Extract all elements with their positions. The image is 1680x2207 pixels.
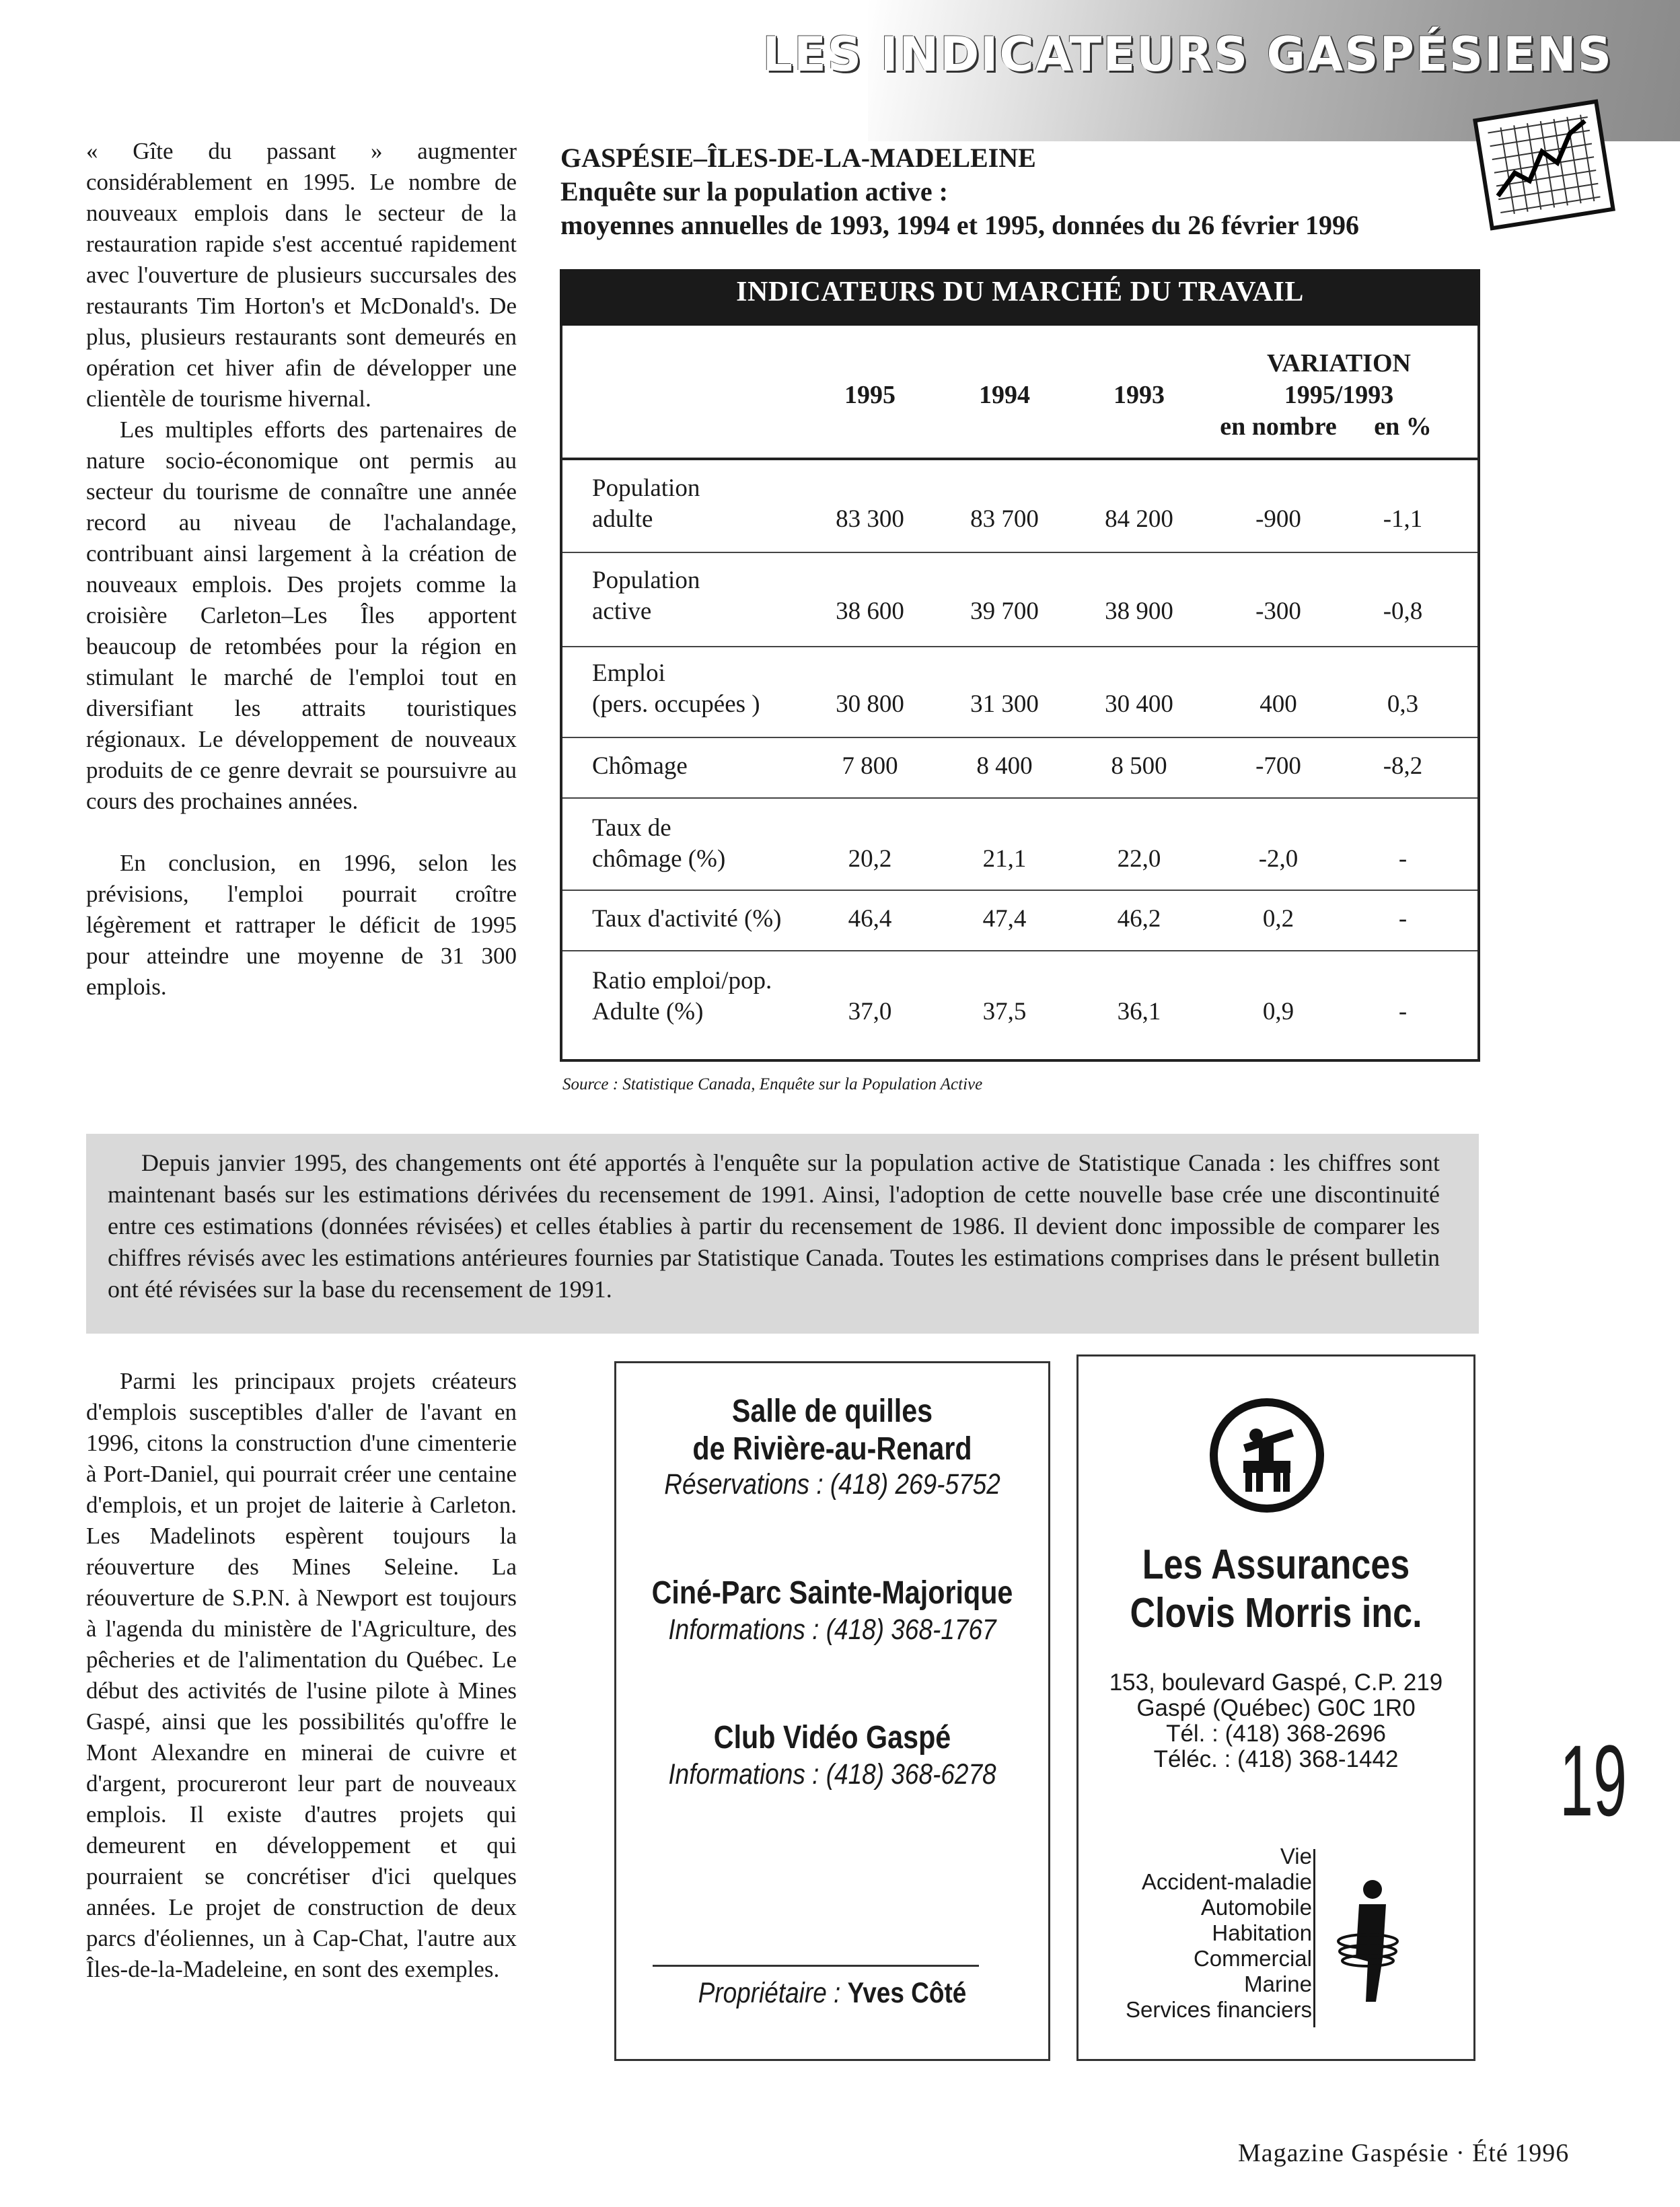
trend-chart-icon [1472, 98, 1616, 231]
cell-var-nombre: -900 [1255, 505, 1301, 533]
paragraph: « Gîte du passant » augmenter considérablement en 1995. Le nombre de nouveaux emplois dans le secteur de la restauration rapide s'est accentué rapidement avec l'ouverture de plusieurs succursales des restaurants Tim Horton's et McDonald's. De plus, plusieurs restaurants sont demeurés en opération cet hiver afin de développer une clientèle de tourisme hivernal. [86, 138, 517, 412]
row-label: Emploi (pers. occupées ) [592, 659, 760, 718]
cell-1995: 83 300 [836, 505, 904, 533]
col-header-en-pct: en % [1374, 412, 1432, 441]
insurance-address: 153, boulevard Gaspé, C.P. 219 [1109, 1669, 1443, 1696]
insurance-company-name-2: Clovis Morris inc. [1130, 1590, 1422, 1636]
cell-var-nombre: -2,0 [1258, 845, 1299, 873]
insurance-city: Gaspé (Québec) G0C 1R0 [1136, 1695, 1416, 1721]
cell-1994: 47,4 [982, 905, 1027, 933]
row-divider [562, 737, 1477, 738]
ad-video-title: Club Vidéo Gaspé [713, 1720, 951, 1756]
col-header-variation: VARIATION [1267, 349, 1411, 377]
ad-bowling-location: de Rivière-au-Renard [692, 1431, 972, 1467]
service-item: Habitation [1212, 1920, 1312, 1945]
cell-var-pct: - [1398, 845, 1408, 873]
cell-var-nombre: -300 [1255, 598, 1301, 625]
ad-divider [653, 1965, 979, 1967]
row-divider [562, 950, 1477, 951]
row-label: Taux de chômage (%) [592, 814, 726, 873]
row-divider [562, 552, 1477, 553]
cell-1993: 46,2 [1117, 905, 1161, 933]
cell-1994: 83 700 [970, 505, 1039, 533]
cell-var-pct: 0,3 [1387, 690, 1419, 718]
header-divider [562, 458, 1477, 460]
row-label: Chômage [592, 752, 688, 780]
ad-video-phone: Informations : (418) 368-6278 [668, 1758, 996, 1790]
ad-bowling-title: Salle de quilles [731, 1394, 933, 1429]
service-item: Services financiers [1126, 1997, 1312, 2022]
cell-1995: 7 800 [842, 752, 898, 780]
insurance-fax: Téléc. : (418) 368-1442 [1153, 1746, 1399, 1772]
cell-var-nombre: 0,9 [1262, 998, 1294, 1025]
insured-person-icon [1336, 1877, 1399, 2005]
cell-1995: 38 600 [836, 598, 904, 625]
article-text-bottom [86, 1366, 517, 1985]
cell-var-pct: - [1398, 998, 1408, 1025]
cell-var-pct: -8,2 [1383, 752, 1423, 780]
paragraph: Les multiples efforts des partenaires de nature socio-économique ont permis au secteur du tourisme de connaître une année record au niveau de l'achalandage, contribuant ainsi largement à la création de nouveaux emplois. Des projets comme la croisière Carleton–Les Îles apportent beaucoup de retombées pour la région en stimulant le marché de l'emploi tout en diversifiant les attraits touristiques régionaux. Le développement de nouveaux produits de ce genre devrait se poursuivre au cours des prochaines années. [86, 417, 517, 814]
centaur-logo-icon [1206, 1395, 1327, 1516]
cell-1993: 30 400 [1105, 690, 1173, 718]
cell-1993: 36,1 [1117, 998, 1161, 1025]
cell-1993: 8 500 [1111, 752, 1167, 780]
row-divider [562, 797, 1477, 799]
table-heading-region: GASPÉSIE–ÎLES-DE-LA-MADELEINE [560, 143, 1036, 173]
ad-cineparc-title: Ciné-Parc Sainte-Majorique [651, 1575, 1013, 1611]
insurance-company-name: Les Assurances [1142, 1542, 1410, 1588]
col-header-1993: 1993 [1113, 381, 1165, 409]
cell-var-nombre: 0,2 [1262, 905, 1294, 933]
table-heading-survey: Enquête sur la population active : [560, 176, 948, 207]
cell-var-pct: - [1398, 905, 1408, 933]
row-label: Population active [592, 567, 700, 625]
row-label: Ratio emploi/pop. Adulte (%) [592, 967, 772, 1025]
cell-var-nombre: -700 [1255, 752, 1301, 780]
section-title: LES INDICATEURS GASPÉSIENS [762, 27, 1613, 82]
service-item: Accident-maladie [1141, 1869, 1312, 1894]
page-number: 19 [1560, 1724, 1628, 1837]
cell-1995: 46,4 [848, 905, 892, 933]
cell-1995: 30 800 [836, 690, 904, 718]
cell-1994: 31 300 [970, 690, 1039, 718]
table-heading [560, 141, 1475, 242]
methodology-note [108, 1147, 1440, 1305]
ad-cineparc-phone: Informations : (418) 368-1767 [668, 1614, 996, 1646]
cell-1994: 39 700 [970, 598, 1039, 625]
row-divider [562, 890, 1477, 891]
ad-owner: Propriétaire : Yves Côté [698, 1977, 967, 2009]
insurance-phone: Tél. : (418) 368-2696 [1166, 1721, 1386, 1747]
table-title: INDICATEURS DU MARCHÉ DU TRAVAIL [736, 277, 1304, 307]
cell-1994: 8 400 [976, 752, 1033, 780]
row-divider [562, 646, 1477, 647]
ad-bowling-phone: Réservations : (418) 269-5752 [664, 1468, 1000, 1500]
cell-1994: 37,5 [982, 998, 1027, 1025]
row-label: Taux d'activité (%) [592, 905, 782, 933]
article-text-top [86, 136, 517, 1003]
cell-1993: 22,0 [1117, 845, 1161, 873]
magazine-footer: Magazine Gaspésie · Été 1996 [1238, 2139, 1570, 2167]
paragraph: En conclusion, en 1996, selon les prévisions, l'emploi pourrait croître légèrement et rattraper le déficit de 1995 pour atteindre une moyenne de 31 300 emplois. [86, 850, 517, 1000]
cell-1995: 37,0 [848, 998, 892, 1025]
cell-1993: 84 200 [1105, 505, 1173, 533]
col-header-en-nombre: en nombre [1220, 412, 1337, 441]
cell-1993: 38 900 [1105, 598, 1173, 625]
table-heading-period: moyennes annuelles de 1993, 1994 et 1995, données du 26 février 1996 [560, 210, 1360, 240]
row-label: Population adulte [592, 474, 700, 533]
cell-1994: 21,1 [982, 845, 1027, 873]
cell-var-pct: -0,8 [1383, 598, 1423, 625]
paragraph: Parmi les principaux projets créateurs d'emplois susceptibles d'aller de l'avant en 1996, citons la construction d'une cimenterie à Port-Daniel, qui pourrait créer une centaine d'emplois, et un projet de laiterie à Carleton. Les Madelinots espèrent toujours la réouverture des Mines Seleine. La réouverture de S.P.N. à Newport est toujours à l'agenda du ministère de l'Agriculture, des pêcheries et de l'alimentation du Québec. Le début des activités de l'usine pilote à Mines Gaspé, ainsi que les possibilités qu'offre le Mont Alexandre en minerai de cuivre et d'argent, procureront leur part de nouveaux emplois. Il existe d'autres projets qui demeurent en développement et qui pourraient se concrétiser d'ici quelques années. Le projet de construction de deux parcs d'éoliennes, un à Cap-Chat, l'autre aux Îles-de-la-Madeleine, en sont des exemples. [86, 1368, 517, 1982]
cell-var-nombre: 400 [1259, 690, 1297, 718]
insurance-services-list [1076, 1844, 1312, 2023]
col-header-variation-period: 1995/1993 [1284, 381, 1394, 409]
service-item: Vie [1280, 1844, 1312, 1869]
col-header-1995: 1995 [844, 381, 896, 409]
service-item: Marine [1244, 1971, 1312, 1996]
table-source: Source : Statistique Canada, Enquête sur la Population Active [562, 1075, 983, 1093]
services-divider [1313, 1849, 1315, 2027]
service-item: Automobile [1200, 1895, 1312, 1920]
service-item: Commercial [1193, 1946, 1312, 1971]
col-header-1994: 1994 [979, 381, 1030, 409]
cell-1995: 20,2 [848, 845, 892, 873]
cell-var-pct: -1,1 [1383, 505, 1423, 533]
note-paragraph: Depuis janvier 1995, des changements ont été apportés à l'enquête sur la population active de Statistique Canada : les chiffres sont maintenant basés sur les estimations dérivées du recensement de 1991. Ainsi, l'adoption de cette nouvelle base crée une discontinuité entre ces estimations (données révisées) et celles établies à partir du recensement de 1986. Il devient donc impossible de comparer les chiffres révisés avec les estimations antérieures fournies par Statistique Canada. Toutes les estimations comprises dans le présent bulletin ont été révisées sur la base du recensement de 1991. [108, 1149, 1440, 1303]
